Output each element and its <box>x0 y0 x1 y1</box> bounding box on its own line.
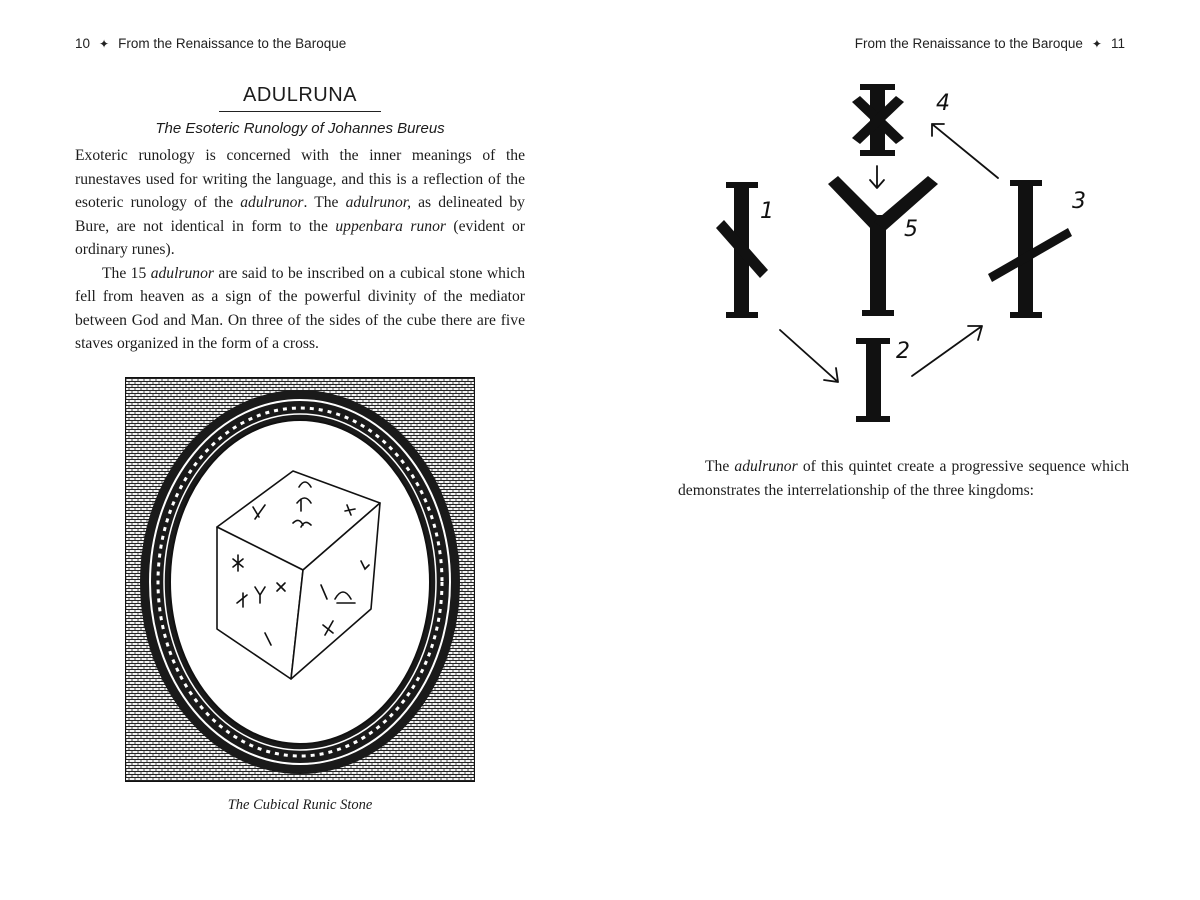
star-ornament-icon: ✦ <box>99 37 110 51</box>
rune-label-5: 5 <box>904 217 918 242</box>
cubical-runic-stone-illustration <box>125 377 475 782</box>
rune-label-3: 3 <box>1072 189 1086 214</box>
rune-label-4: 4 <box>936 91 950 116</box>
star-ornament-icon: ✦ <box>1091 37 1102 51</box>
right-running-header <box>855 36 1125 51</box>
rune-label-1: 1 <box>760 199 774 224</box>
rune-3-glyph <box>988 180 1072 318</box>
adulrunor-quintet-diagram <box>700 80 1100 430</box>
section-subheading: The Esoteric Runology of Johannes Bureus <box>155 120 445 137</box>
rune-5-glyph <box>828 176 938 316</box>
section-heading: ADULRUNA <box>219 84 381 112</box>
rune-4-glyph <box>852 84 904 156</box>
left-page-number: 10 <box>75 36 91 51</box>
figure-caption: The Cubical Runic Stone <box>227 797 373 813</box>
paragraph-2: The 15 adulrunor are said to be inscribed on a cubical stone which fell from heaven as a sign of the powerful divinity of the mediator between God and Man. On three of the sides of the cube there are five staves organized in the form of a cross. <box>75 264 525 352</box>
section-title-block <box>75 84 525 137</box>
paragraph-3: The adulrunor of this quintet create a progressive sequence which demonstrates the interrelationship of the three kingdoms: <box>678 458 1129 499</box>
right-body-text <box>678 455 1129 502</box>
right-page-number: 11 <box>1110 36 1125 51</box>
right-running-title: From the Renaissance to the Baroque <box>854 36 1083 51</box>
left-body-text <box>75 144 525 356</box>
rune-label-2: 2 <box>896 339 910 364</box>
paragraph-1: Exoteric runology is concerned with the inner meanings of the runestaves used for writing the language, and this is a reflection of the esoteric runology of the adulrunor. The adulrunor, as delineated by Bure, are not identical in form to the uppenbara runor (evident or ordinary runes). <box>75 147 526 258</box>
left-running-header <box>75 36 346 51</box>
left-running-title: From the Renaissance to the Baroque <box>118 36 347 51</box>
rune-2-glyph <box>856 338 890 422</box>
